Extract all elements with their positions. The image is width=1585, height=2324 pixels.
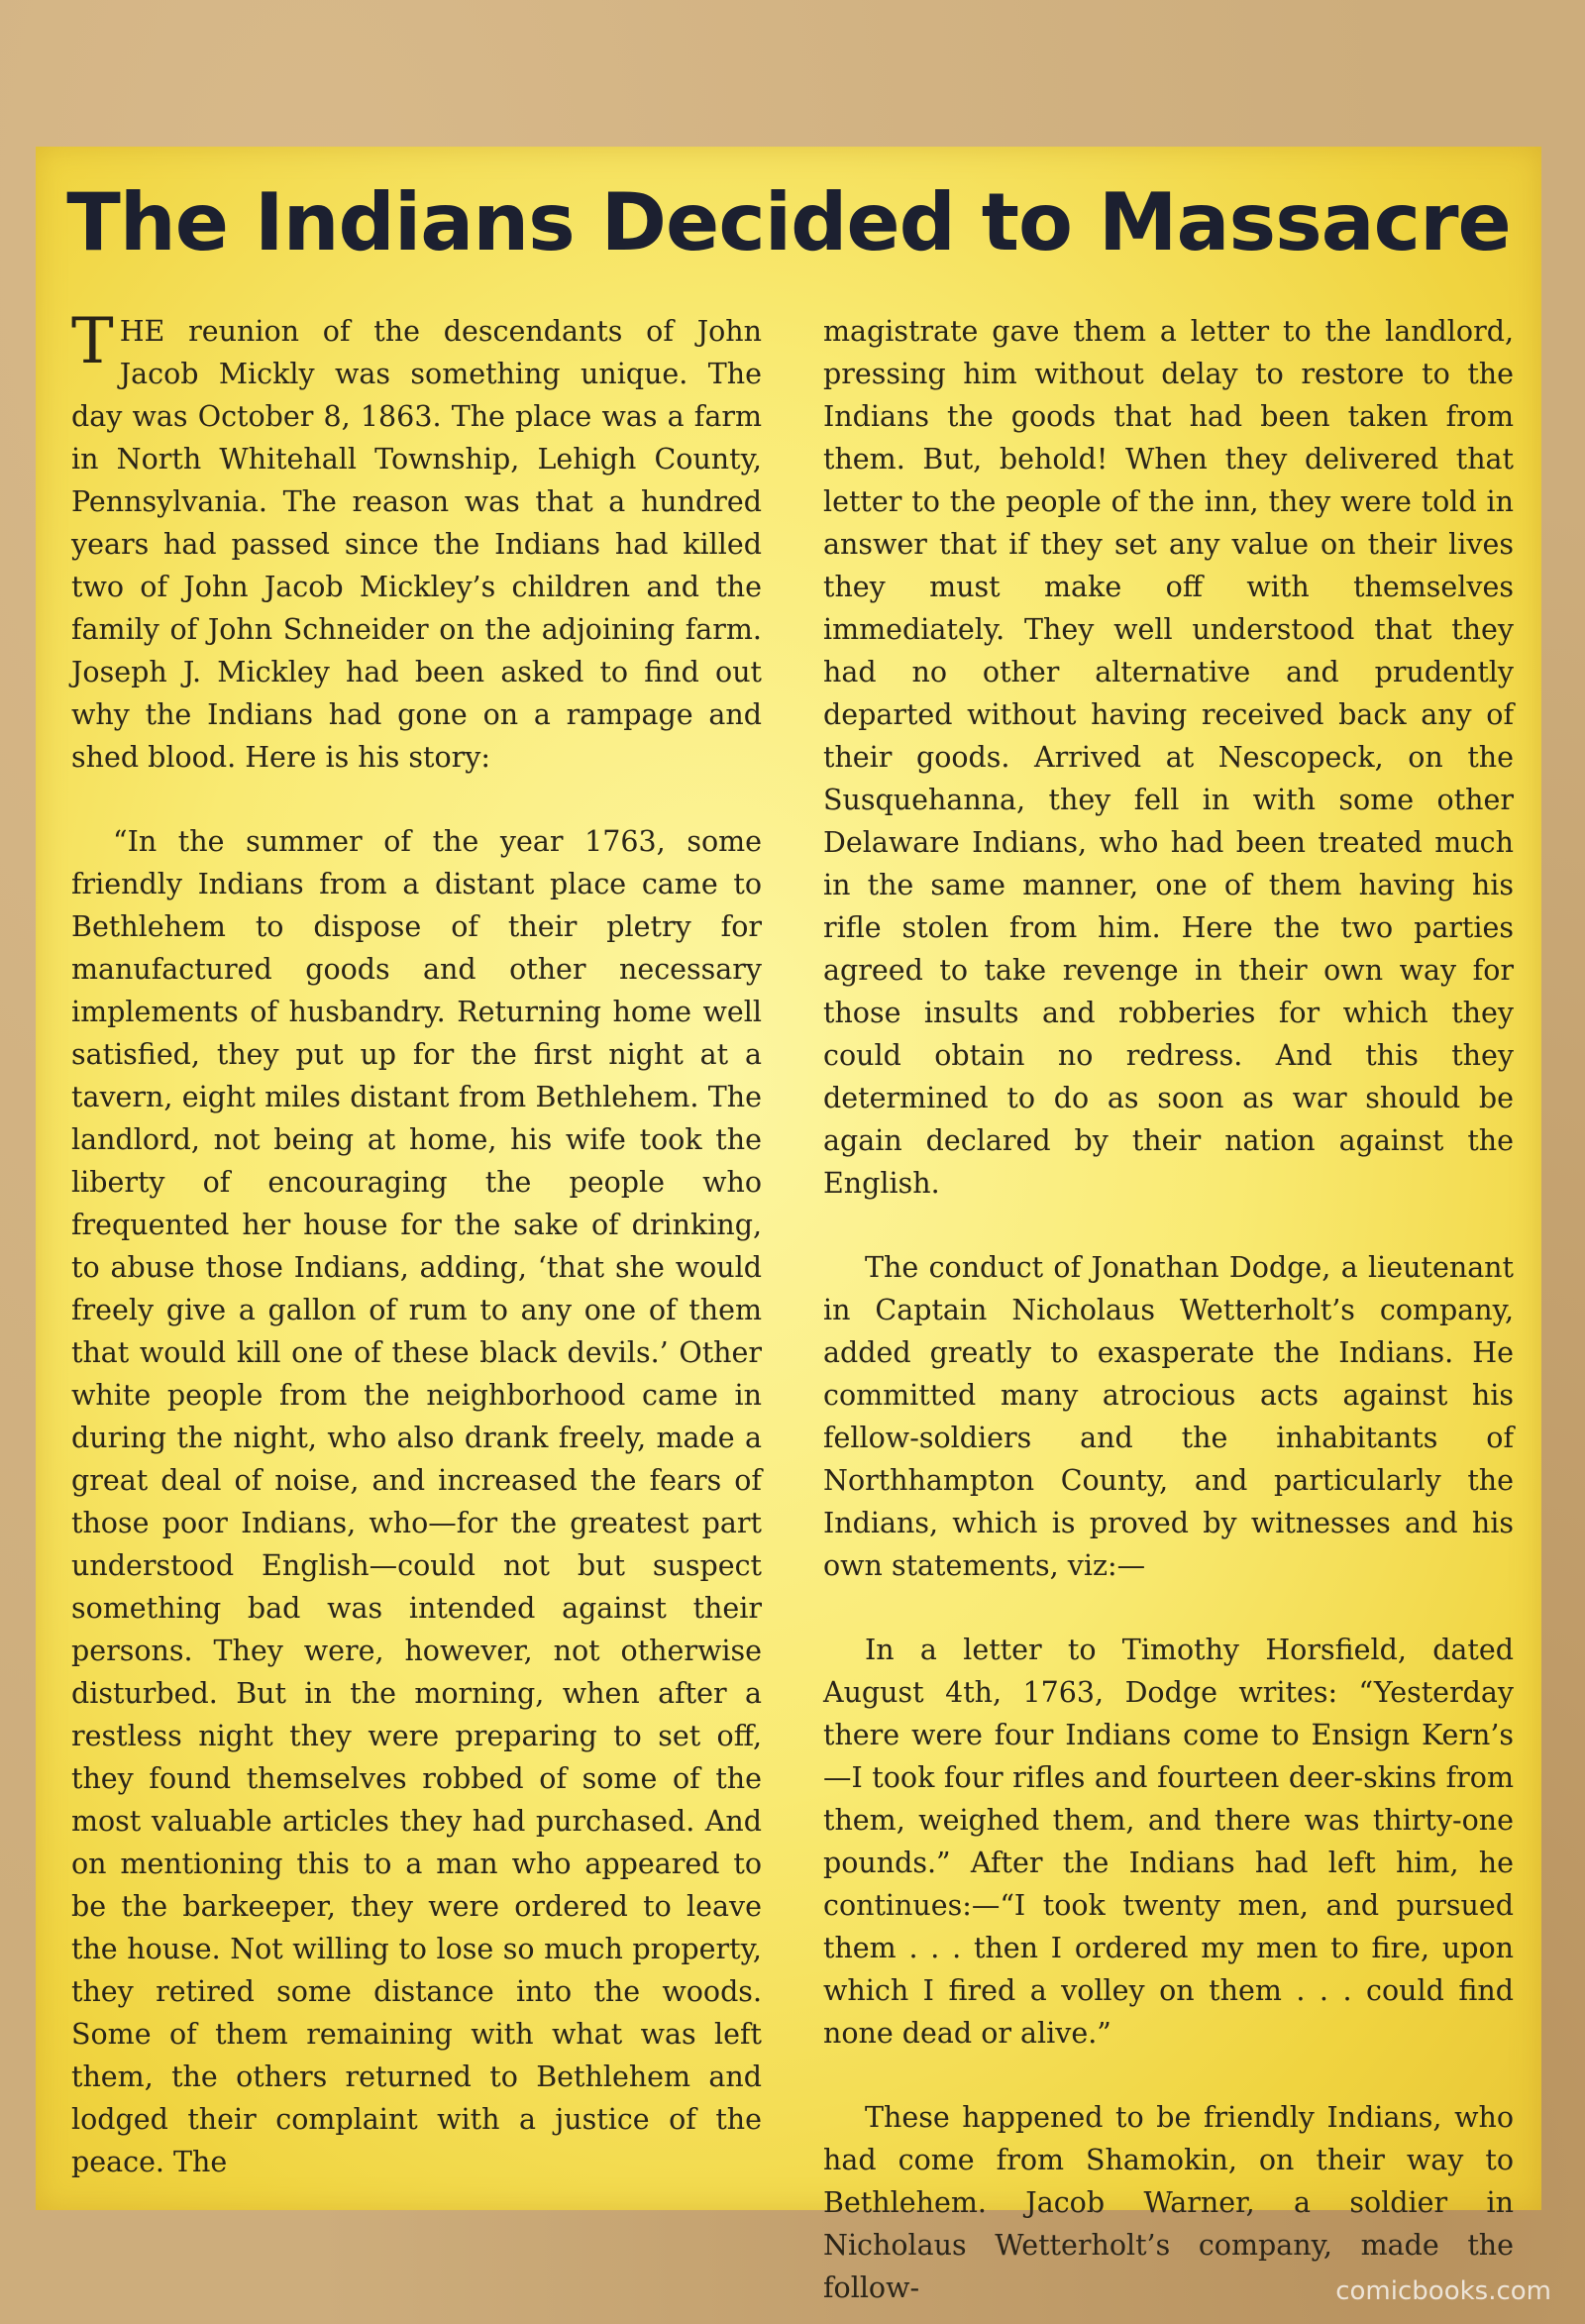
paragraph-story: “In the summer of the year 1763, some friendly Indians from a distant place came to Bethlehem to dispose of their pletry for manufactured goods and other necessary implements of husbandry. Returning home well satisfied, they put up for the first night at a tavern, eight miles distant from Bethlehem. The landlord, not being at home, his wife took the liberty of encouraging the people who frequented her house for the sake of drinking, to abuse those Indians, adding, ‘that she would freely give a gallon of rum to any one of them that would kill one of these black devils.’ Other white people from the neighborhood came in during the night, who also drank freely, made a great deal of noise, and increased the fears of those poor Indians, who—for the greatest part understood English—could not but suspect something bad was intended against their persons. They were, however, not otherwise disturbed. But in the morning, when after a restless night they were preparing to set off, they found themselves robbed of some of the most valuable articles they had purchased. And on mentioning this to a man who appeared to be the barkeeper, they were ordered to leave the house. Not willing to lose so much property, they retired some distance into the woods. Some of them remaining with what was left them, the others returned to Bethlehem and lodged their complaint with a justice of the peace. The (71, 825, 762, 2178)
paragraph-friendly-indians: These happened to be friendly Indians, who had come from Shamokin, on their way to Bethlehem. Jacob Warner, a soldier in Nicholaus Wetterholt’s company, made the follow- (823, 2101, 1514, 2304)
paragraph-intro-text: HE reunion of the descendants of John Jacob Mickly was something unique. The day was October 8, 1863. The place was a farm in North Whitehall Township, Lehigh County, Pennsylvania. The reason was that a hundred years had passed since the Indians had killed two of John Jacob Mickley’s children and the family of John Schneider on the adjoining farm. Joseph J. Mickley had been asked to find out why the Indians had gone on a rampage and shed blood. Here is his story: (71, 315, 762, 774)
paragraph-dodge-conduct: The conduct of Jonathan Dodge, a lieutenant in Captain Nicholaus Wetterholt’s company, added greatly to exasperate the Indians. He committed many atrocious acts against his fellow-soldiers and the inhabitants of Northhampton County, and particularly the Indians, which is proved by witnesses and his own statements, viz:— (823, 1251, 1514, 1582)
paragraph-horsfield-letter: In a letter to Timothy Horsfield, dated August 4th, 1763, Dodge writes: “Yesterday there were four Indians come to Ensign Kern’s —I took four rifles and fourteen deer-skins from them, weighed them, and there was thirty-one pounds.” After the Indians had left him, he continues:—“I took twenty men, and pursued them . . . then I ordered my men to fire, upon which I fired a volley on them . . . could find none dead or alive.” (823, 1634, 1514, 2050)
left-column (71, 305, 762, 2192)
paragraph-intro (71, 305, 762, 779)
paragraph-magistrate: magistrate gave them a letter to the landlord, pressing him without delay to restore to the Indians the goods that had been taken from them. But, behold! When they delivered that letter to the people of the inn, they were told in answer that if they set any value on their lives they must make off with themselves immediately. They well understood that they had no other alternative and prudently departed without having received back any of their goods. Arrived at Nescopeck, on the Susquehanna, they fell in with some other Delaware Indians, who had been treated much in the same manner, one of them having his rifle stolen from him. Here the two parties agreed to take revenge in their own way for those insults and robberies for which they could obtain no redress. And this they determined to do as soon as war should be again declared by their nation against the English. (823, 315, 1514, 1200)
article-headline: The Indians Decided to Massacre (66, 176, 1511, 268)
drop-cap: T (71, 305, 114, 378)
watermark-credit: comicbooks.com (1335, 2276, 1551, 2306)
